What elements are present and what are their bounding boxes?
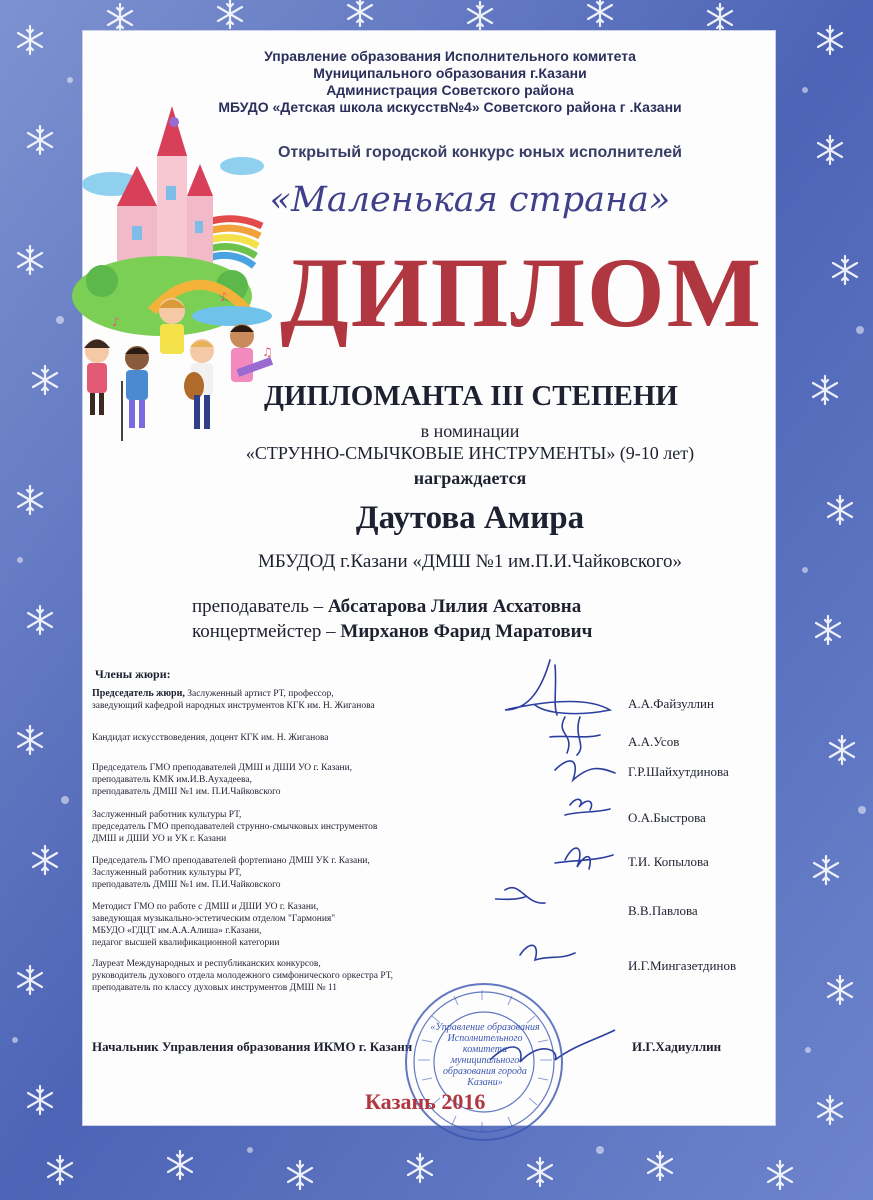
jury-member-7-name: И.Г.Мингазетдинов [628, 958, 737, 973]
jury-member-line: ДМШ и ДШИ УО и УК г. Казани [92, 834, 227, 844]
issuer-line-4: МБУДО «Детская школа искусств№4» Советского района г .Казани [218, 99, 682, 115]
jury-member-2-desc [92, 732, 532, 744]
jury-member-5-desc [92, 855, 532, 891]
jury-member-6-desc [92, 901, 532, 949]
diploma-title: ДИПЛОМ [280, 237, 764, 348]
head-title: Начальник Управления образования ИКМО г. Казани [92, 1039, 413, 1054]
contest-name: «Маленькая страна» [269, 180, 671, 220]
stamp-text: «Управление образования Исполнительного комитета муниципального образования города Казани» [430, 1022, 540, 1088]
jury-member-4-name: О.А.Быстрова [628, 810, 706, 825]
jury-member-role: Заслуженный работник культуры РТ, [92, 810, 242, 820]
winner-name: Даутова Амира [355, 500, 585, 536]
school-name: МБУДОД г.Казани «ДМШ №1 им.П.И.Чайковского» [257, 551, 683, 572]
jury-signatures [495, 655, 630, 985]
jury-member-role: Заслуженный артист РТ, профессор, [184, 689, 334, 699]
svg-text:♪: ♪ [220, 290, 228, 304]
jury-member-role: Кандидат искусствоведения, доцент КГК им. Н. Жиганова [92, 733, 329, 743]
jury-member-line: преподаватель КМК им.И.В.Аухадеева, [92, 775, 252, 785]
svg-text:♪: ♪ [112, 315, 120, 329]
awarded-label: награждается [413, 468, 527, 488]
jury-member-role: Лауреат Международных и республиканских конкурсов, [92, 959, 321, 969]
jury-member-role-bold: Председатель жюри, [92, 688, 185, 699]
jury-member-line: Заслуженный работник культуры РТ, [92, 868, 242, 878]
nomination: «СТРУННО-СМЫЧКОВЫЕ ИНСТРУМЕНТЫ» (9-10 лет) [245, 443, 695, 463]
accompanist-line [192, 621, 592, 643]
jury-member-5-name: Т.И. Копылова [628, 854, 709, 869]
jury-member-6-name: В.В.Павлова [628, 903, 698, 918]
jury-member-line: заведующая музыкально-эстетическим отделом "Гармония" [92, 914, 336, 924]
accompanist-name: Мирханов Фарид Маратович [340, 621, 593, 642]
jury-member-1-desc [92, 688, 532, 712]
issuer-line-2: Муниципального образования г.Казани [313, 65, 587, 81]
teacher-role: преподаватель – [192, 596, 328, 617]
teacher-name: Абсатарова Лилия Асхатовна [327, 596, 582, 617]
jury-member-line: преподаватель по классу духовых инструментов ДМШ № 11 [92, 983, 338, 993]
jury-title: Члены жюри: [95, 667, 171, 681]
jury-member-4-desc [92, 809, 532, 845]
issuer-line-1: Управление образования Исполнительного комитета [264, 48, 636, 64]
issuer-header [120, 48, 780, 116]
jury-member-1-name: А.А.Файзуллин [628, 696, 714, 711]
jury-member-role: Методист ГМО по работе с ДМШ и ДШИ УО г. Казани, [92, 902, 319, 912]
jury-member-line: МБУДО «ГДЦТ им.А.А.Алиша» г.Казани, [92, 926, 262, 936]
jury-member-role: Председатель ГМО преподавателей ДМШ и ДШИ УО г. Казани, [92, 763, 353, 773]
jury-member-3-desc [92, 762, 532, 798]
issuer-line-3: Администрация Советского района [326, 82, 574, 98]
accompanist-role: концертмейстер – [192, 621, 341, 642]
svg-text:♫: ♫ [262, 345, 273, 359]
nomination-intro: в номинации [420, 421, 520, 441]
jury-member-3-name: Г.Р.Шайхутдинова [628, 764, 729, 779]
head-name: И.Г.Хадиуллин [632, 1039, 722, 1054]
jury-member-line: руководитель духового отдела молодежного симфонического оркестра РТ, [92, 971, 393, 981]
jury-member-2-name: А.А.Усов [628, 734, 680, 749]
jury-member-line: преподаватель ДМШ №1 им. П.И.Чайковского [92, 787, 281, 797]
jury-member-role: Председатель ГМО преподавателей фортепиано ДМШ УК г. Казани, [92, 856, 370, 866]
jury-member-line: преподаватель ДМШ №1 им. П.И.Чайковского [92, 880, 281, 890]
diploma-degree: ДИПЛОМАНТА III СТЕПЕНИ [264, 380, 678, 412]
jury-member-line: педагог высшей квалификационной категории [92, 938, 280, 948]
contest-title: Открытый городской конкурс юных исполнителей [277, 144, 682, 161]
jury-member-line: председатель ГМО преподавателей струнно-смычковых инструментов [92, 822, 378, 832]
jury-member-line: заведующий кафедрой народных инструментов КГК им. Н. Жиганова [92, 701, 375, 711]
city-year: Казань 2016 [365, 1089, 486, 1114]
teacher-line [192, 596, 581, 618]
